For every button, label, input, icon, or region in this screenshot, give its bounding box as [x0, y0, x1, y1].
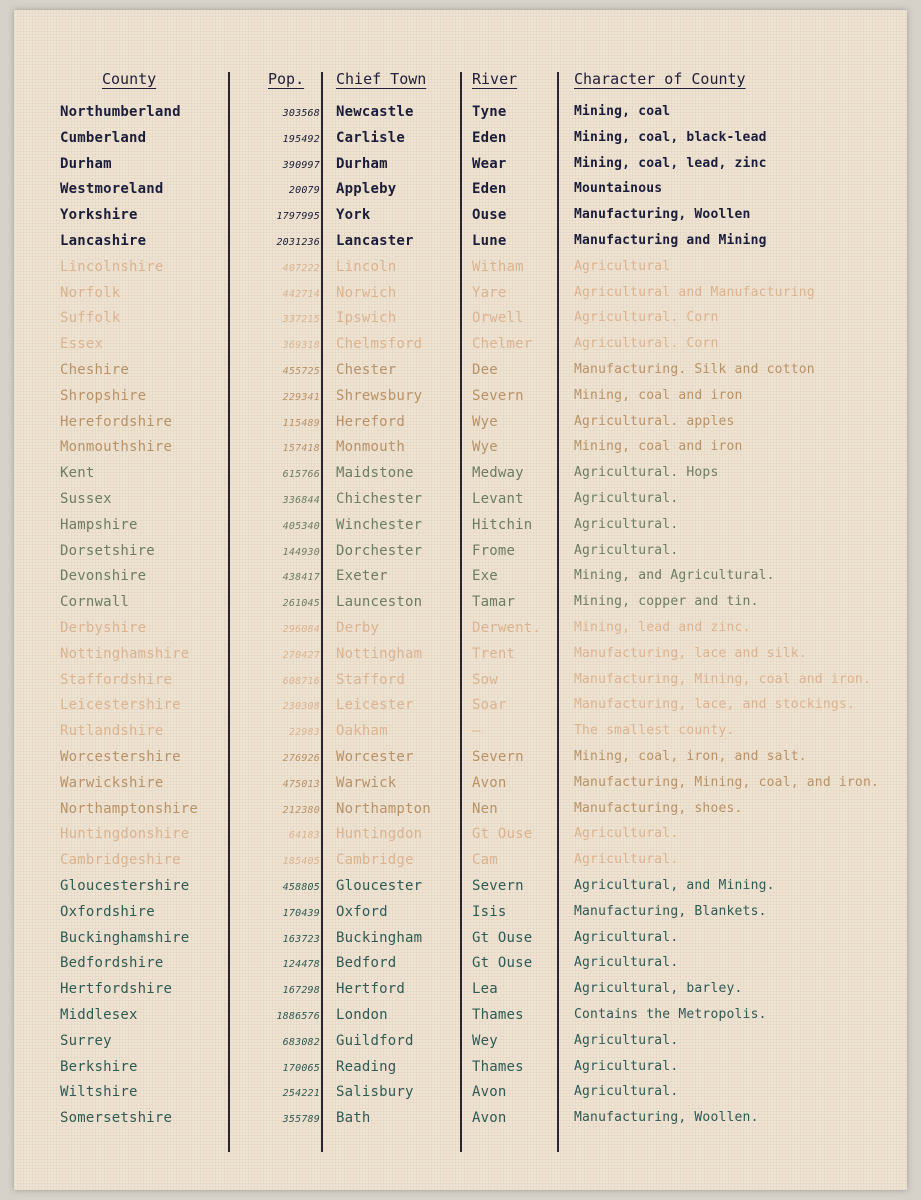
population-cell: 20079 — [288, 185, 320, 197]
table-row — [14, 517, 907, 541]
population-cell: 369318 — [282, 340, 320, 352]
chief-town-cell: Northampton — [336, 800, 431, 817]
county-cell: Durham — [60, 155, 112, 172]
population-cell: 157418 — [282, 443, 320, 455]
chief-town-cell: Newcastle — [336, 104, 414, 120]
river-cell: Tyne — [472, 104, 507, 120]
character-cell: Manufacturing, Blankets. — [574, 903, 767, 919]
character-cell: Manufacturing, lace, and stockings. — [574, 697, 855, 713]
chief-town-cell: Shrewsbury — [336, 387, 423, 404]
chief-town-cell: Lincoln — [336, 258, 397, 275]
table-row — [14, 646, 907, 670]
river-cell: Frome — [472, 542, 516, 559]
population-cell: 475013 — [282, 778, 320, 790]
character-cell: Contains the Metropolis. — [574, 1007, 767, 1022]
character-cell: The smallest county. — [574, 723, 735, 739]
population-cell: 163723 — [282, 933, 320, 945]
river-cell: Medway — [472, 465, 524, 482]
character-cell: Agricultural. — [574, 1058, 679, 1074]
county-cell: Berkshire — [60, 1058, 138, 1075]
river-cell: Avon — [472, 774, 507, 791]
character-cell: Manufacturing. Silk and cotton — [574, 362, 815, 377]
river-cell: Cam — [472, 852, 498, 869]
river-cell: Eden — [472, 129, 507, 146]
population-cell: 458805 — [282, 882, 320, 893]
chief-town-cell: Worcester — [336, 749, 414, 765]
county-cell: Oxfordshire — [60, 903, 155, 920]
river-cell: Nen — [472, 800, 498, 817]
county-cell: Derbyshire — [60, 620, 147, 636]
river-cell: Trent — [472, 645, 516, 662]
river-cell: Dee — [472, 362, 498, 378]
table-row — [14, 336, 907, 360]
chief-town-cell: Reading — [336, 1058, 397, 1075]
county-cell: Worcestershire — [60, 749, 181, 765]
population-cell: 276926 — [282, 753, 320, 764]
table-row — [14, 1110, 907, 1134]
chief-town-cell: Launceston — [336, 594, 423, 611]
county-cell: Devonshire — [60, 568, 147, 585]
chief-town-cell: Appleby — [336, 181, 397, 198]
county-cell: Cumberland — [60, 129, 147, 146]
county-cell: Hertfordshire — [60, 981, 173, 998]
table-row — [14, 904, 907, 928]
river-cell: Wye — [472, 439, 498, 456]
chief-town-cell: London — [336, 1007, 388, 1023]
chief-town-cell: Stafford — [336, 671, 406, 688]
population-cell: 270427 — [282, 649, 320, 661]
county-cell: Monmouthshire — [60, 439, 173, 456]
table-row — [14, 826, 907, 850]
county-cell: Hampshire — [60, 516, 138, 533]
table-row — [14, 568, 907, 592]
chief-town-cell: Dorchester — [336, 542, 423, 559]
river-cell: Severn — [472, 749, 524, 765]
character-cell: Mining, coal, lead, zinc — [574, 155, 767, 171]
character-cell: Manufacturing, Woollen. — [574, 1110, 759, 1126]
character-cell: Mining, coal and iron — [574, 439, 743, 455]
river-cell: Witham — [472, 258, 524, 275]
county-cell: Rutlandshire — [60, 723, 164, 740]
river-cell: Wear — [472, 155, 507, 172]
river-cell: Wey — [472, 1032, 498, 1049]
character-cell: Agricultural. Corn — [574, 310, 719, 326]
header-county: County — [102, 70, 157, 88]
chief-town-cell: Carlisle — [336, 129, 406, 146]
county-cell: Essex — [60, 336, 104, 353]
header-chief-town: Chief Town — [336, 70, 427, 88]
river-cell: Lea — [472, 981, 498, 998]
population-cell: 229341 — [282, 391, 320, 403]
character-cell: Agricultural. — [574, 516, 679, 532]
river-cell: Ouse — [472, 207, 507, 224]
population-cell: 438417 — [282, 572, 320, 584]
character-cell: Mining, copper and tin. — [574, 594, 759, 610]
river-cell: Gt Ouse — [472, 955, 533, 972]
county-cell: Westmoreland — [60, 181, 164, 198]
county-cell: Dorsetshire — [60, 542, 155, 559]
population-cell: 195492 — [282, 133, 320, 145]
chief-town-cell: Hertford — [336, 981, 406, 998]
character-cell: Agricultural, and Mining. — [574, 878, 775, 893]
river-cell: Hitchin — [472, 516, 533, 533]
table-row — [14, 362, 907, 386]
chief-town-cell: Nottingham — [336, 645, 423, 662]
county-cell: Wiltshire — [60, 1084, 138, 1101]
table-row — [14, 930, 907, 954]
table-row — [14, 852, 907, 876]
county-cell: Surrey — [60, 1032, 112, 1049]
character-cell: Manufacturing, Mining, coal and iron. — [574, 671, 871, 687]
river-cell: Avon — [472, 1084, 507, 1101]
population-cell: 442714 — [282, 288, 320, 300]
county-cell: Somersetshire — [60, 1110, 173, 1127]
county-cell: Cornwall — [60, 594, 130, 611]
character-cell: Mining, coal, iron, and salt. — [574, 749, 807, 764]
population-cell: 337215 — [282, 314, 320, 326]
chief-town-cell: Cambridge — [336, 852, 414, 869]
chief-town-cell: Oakham — [336, 723, 388, 740]
county-cell: Northamptonshire — [60, 800, 199, 817]
character-cell: Manufacturing, Woollen — [574, 207, 751, 223]
county-cell: Leicestershire — [60, 697, 181, 714]
population-cell: 355789 — [282, 1114, 320, 1126]
county-cell: Bedfordshire — [60, 955, 164, 972]
character-cell: Mountainous — [574, 181, 663, 197]
population-cell: 115489 — [282, 417, 320, 429]
chief-town-cell: Leicester — [336, 697, 414, 714]
character-cell: Agricultural, barley. — [574, 981, 743, 997]
character-cell: Mining, coal and iron — [574, 387, 743, 403]
character-cell: Manufacturing, lace and silk. — [574, 645, 807, 661]
linen-panel — [14, 10, 907, 1190]
character-cell: Agricultural — [574, 258, 671, 274]
population-cell: 230308 — [282, 701, 320, 713]
population-cell: 336844 — [282, 495, 320, 506]
chief-town-cell: Huntingdon — [336, 826, 423, 843]
table-row — [14, 672, 907, 696]
population-cell: 170065 — [282, 1062, 320, 1074]
table-row — [14, 439, 907, 463]
chief-town-cell: Lancaster — [336, 233, 414, 249]
population-cell: 608716 — [282, 675, 320, 687]
table-row — [14, 130, 907, 154]
table-row — [14, 181, 907, 205]
chief-town-cell: Buckingham — [336, 929, 423, 946]
population-cell: 1797995 — [276, 211, 320, 223]
chief-town-cell: Warwick — [336, 774, 397, 791]
chief-town-cell: Gloucester — [336, 878, 423, 894]
character-cell: Agricultural. — [574, 929, 679, 945]
county-cell: Lancashire — [60, 233, 147, 249]
population-cell: 390997 — [282, 159, 320, 171]
chief-town-cell: Winchester — [336, 516, 423, 533]
county-cell: Northumberland — [60, 104, 181, 120]
character-cell: Agricultural. — [574, 955, 679, 971]
river-cell: Tamar — [472, 594, 516, 611]
river-cell: Thames — [472, 1007, 524, 1023]
table-row — [14, 1033, 907, 1057]
river-cell: Levant — [472, 491, 524, 507]
table-row — [14, 620, 907, 644]
table-row — [14, 594, 907, 618]
chief-town-cell: Bath — [336, 1110, 371, 1127]
river-cell: Soar — [472, 697, 507, 714]
population-cell: 407222 — [282, 262, 320, 274]
river-cell: Wye — [472, 413, 498, 430]
chief-town-cell: Chelmsford — [336, 336, 423, 353]
table-row — [14, 414, 907, 438]
character-cell: Agricultural. — [574, 826, 679, 842]
river-cell: Chelmer — [472, 336, 533, 353]
county-cell: Lincolnshire — [60, 258, 164, 275]
population-cell: 144930 — [282, 546, 320, 558]
population-cell: 170439 — [282, 907, 320, 919]
county-cell: Shropshire — [60, 387, 147, 404]
character-cell: Manufacturing and Mining — [574, 233, 767, 248]
county-cell: Sussex — [60, 491, 112, 507]
character-cell: Agricultural. — [574, 852, 679, 868]
character-cell: Mining, coal — [574, 104, 671, 119]
population-cell: 212380 — [282, 804, 320, 816]
population-cell: 405340 — [282, 520, 320, 532]
river-cell: Isis — [472, 903, 507, 920]
chief-town-cell: Ipswich — [336, 310, 397, 327]
county-cell: Staffordshire — [60, 671, 173, 688]
population-cell: 296084 — [282, 624, 320, 635]
character-cell: Manufacturing, shoes. — [574, 800, 743, 816]
river-cell: Gt Ouse — [472, 929, 533, 946]
river-cell: Severn — [472, 387, 524, 404]
chief-town-cell: Maidstone — [336, 465, 414, 482]
river-cell: Yare — [472, 284, 507, 301]
population-cell: 254221 — [282, 1088, 320, 1100]
table-row — [14, 543, 907, 567]
character-cell: Mining, lead and zinc. — [574, 620, 751, 635]
table-row — [14, 285, 907, 309]
county-cell: Gloucestershire — [60, 878, 190, 894]
header-character: Character of County — [574, 70, 746, 88]
character-cell: Manufacturing, Mining, coal, and iron. — [574, 774, 880, 790]
chief-town-cell: Durham — [336, 155, 388, 172]
header-river: River — [472, 70, 518, 88]
river-cell: — — [472, 723, 481, 740]
chief-town-cell: Chester — [336, 362, 397, 378]
character-cell: Agricultural. Hops — [574, 465, 719, 481]
table-row — [14, 801, 907, 825]
table-row — [14, 491, 907, 515]
river-cell: Derwent. — [472, 620, 542, 636]
table-row — [14, 749, 907, 773]
table-row — [14, 878, 907, 902]
population-cell: 615766 — [282, 469, 320, 481]
chief-town-cell: Guildford — [336, 1032, 414, 1049]
county-cell: Suffolk — [60, 310, 121, 327]
table-row — [14, 981, 907, 1005]
character-cell: Agricultural and Manufacturing — [574, 284, 815, 300]
chief-town-cell: Bedford — [336, 955, 397, 972]
population-cell: 2031236 — [276, 237, 320, 248]
chief-town-cell: Chichester — [336, 491, 423, 507]
chief-town-cell: Salisbury — [336, 1084, 414, 1101]
table-row — [14, 1084, 907, 1108]
table-row — [14, 465, 907, 489]
population-cell: 22983 — [288, 727, 320, 739]
county-cell: Nottinghamshire — [60, 645, 190, 662]
population-cell: 303568 — [282, 108, 320, 119]
chief-town-cell: Oxford — [336, 903, 388, 920]
table-row — [14, 955, 907, 979]
county-cell: Yorkshire — [60, 207, 138, 224]
chief-town-cell: Hereford — [336, 413, 406, 430]
table-row — [14, 775, 907, 799]
table-row — [14, 388, 907, 412]
county-cell: Herefordshire — [60, 413, 173, 430]
county-cell: Cheshire — [60, 362, 130, 378]
table-row — [14, 310, 907, 334]
character-cell: Agricultural. — [574, 1084, 679, 1100]
river-cell: Avon — [472, 1110, 507, 1127]
character-cell: Mining, coal, black-lead — [574, 129, 767, 145]
population-cell: 455725 — [282, 366, 320, 377]
chief-town-cell: Norwich — [336, 284, 397, 301]
character-cell: Mining, and Agricultural. — [574, 568, 775, 584]
chief-town-cell: Exeter — [336, 568, 388, 585]
table-row — [14, 104, 907, 128]
table-row — [14, 233, 907, 257]
river-cell: Gt Ouse — [472, 826, 533, 843]
population-cell: 64183 — [288, 830, 320, 842]
table-row — [14, 1007, 907, 1031]
river-cell: Thames — [472, 1058, 524, 1075]
population-cell: 124478 — [282, 959, 320, 971]
header-pop: Pop. — [268, 70, 305, 88]
county-cell: Buckinghamshire — [60, 929, 190, 946]
character-cell: Agricultural. apples — [574, 413, 735, 429]
table-row — [14, 259, 907, 283]
table-row — [14, 697, 907, 721]
chief-town-cell: Derby — [336, 620, 380, 636]
county-cell: Warwickshire — [60, 774, 164, 791]
river-cell: Sow — [472, 671, 498, 688]
county-cell: Huntingdonshire — [60, 826, 190, 843]
county-cell: Kent — [60, 465, 95, 482]
river-cell: Exe — [472, 568, 498, 585]
river-cell: Eden — [472, 181, 507, 198]
population-cell: 185405 — [282, 856, 320, 868]
table-row — [14, 156, 907, 180]
table-row — [14, 1059, 907, 1083]
character-cell: Agricultural. — [574, 542, 679, 558]
character-cell: Agricultural. — [574, 491, 679, 506]
table-row — [14, 723, 907, 747]
population-cell: 683082 — [282, 1036, 320, 1048]
river-cell: Orwell — [472, 310, 524, 327]
chief-town-cell: Monmouth — [336, 439, 406, 456]
chief-town-cell: York — [336, 207, 371, 224]
character-cell: Agricultural. Corn — [574, 336, 719, 352]
river-cell: Severn — [472, 878, 524, 894]
county-cell: Middlesex — [60, 1007, 138, 1023]
population-cell: 1886576 — [276, 1011, 320, 1022]
river-cell: Lune — [472, 233, 507, 249]
population-cell: 261045 — [282, 598, 320, 610]
table-row — [14, 207, 907, 231]
county-cell: Norfolk — [60, 284, 121, 301]
population-cell: 167298 — [282, 985, 320, 997]
character-cell: Agricultural. — [574, 1032, 679, 1048]
county-cell: Cambridgeshire — [60, 852, 181, 869]
